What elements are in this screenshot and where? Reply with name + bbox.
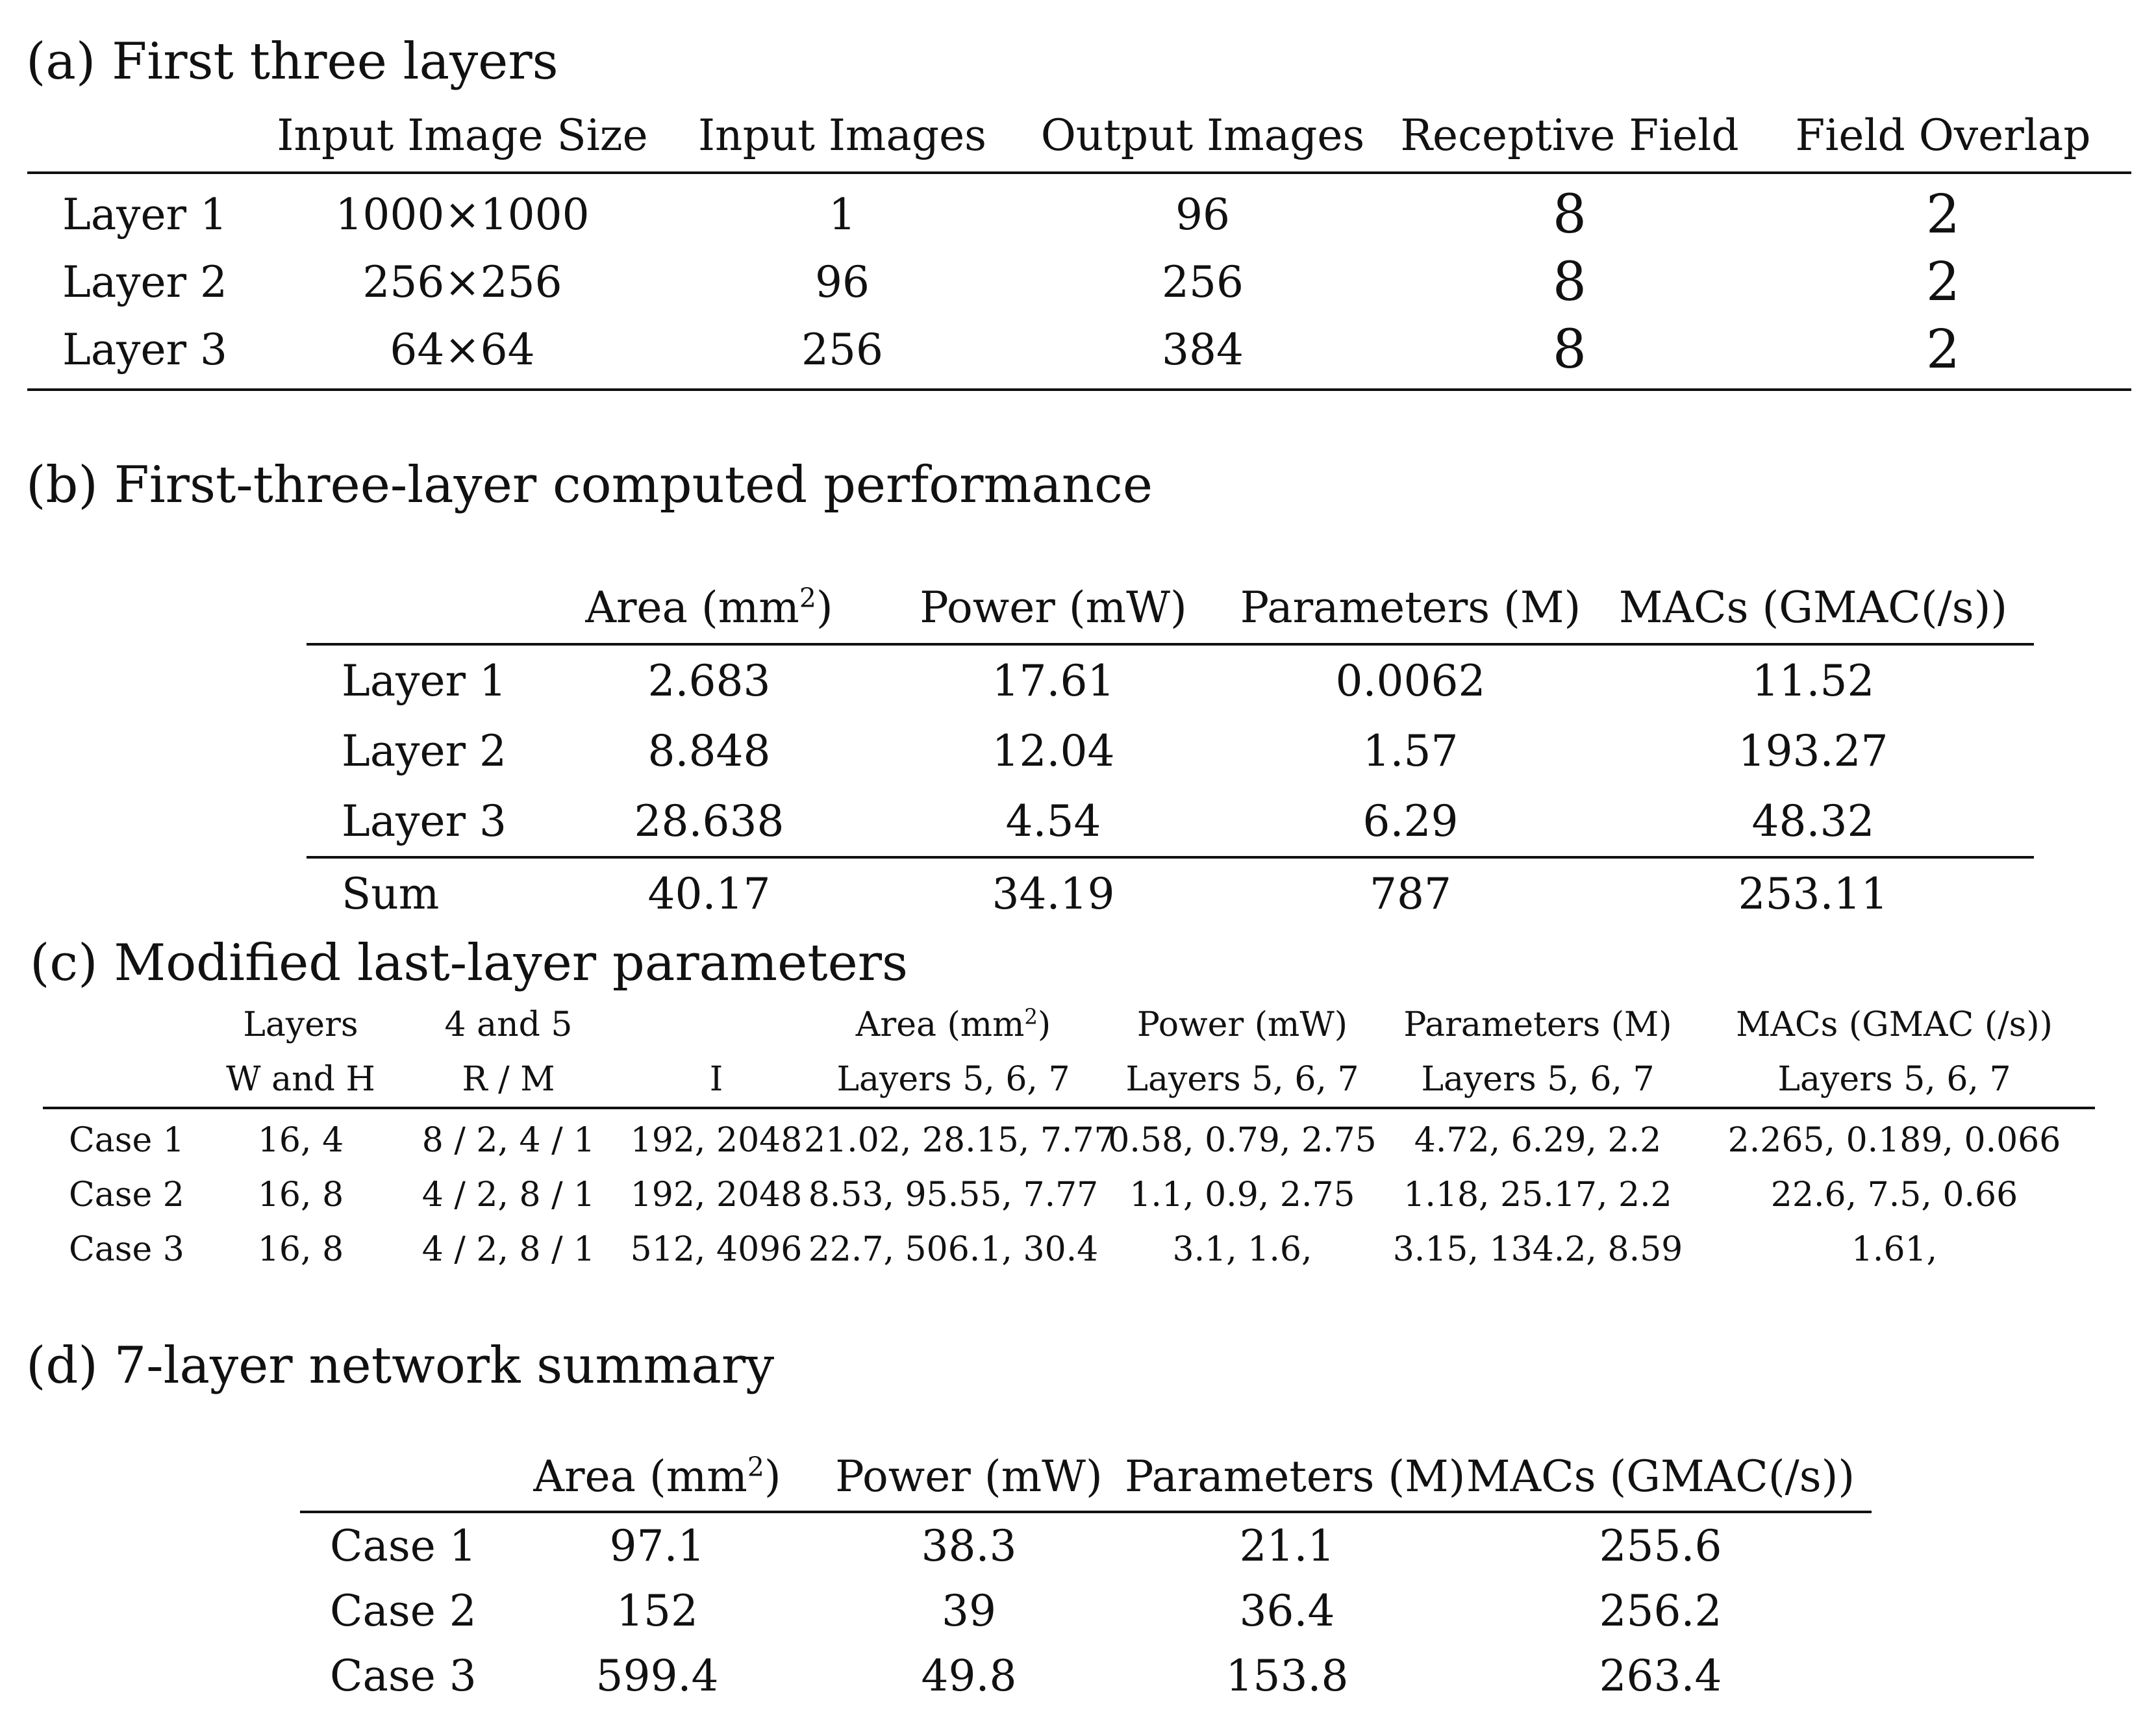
table-row: [27, 173, 2131, 248]
table-cell: 22.7, 506.1, 30.4: [808, 1230, 1099, 1269]
table-cell: 1000×1000: [335, 189, 590, 240]
table-cell: 96: [815, 257, 870, 307]
table-cell: 0.58, 0.79, 2.75: [1108, 1121, 1377, 1160]
sum-row: [307, 857, 2034, 929]
table-cell: 256: [1162, 257, 1244, 307]
table-row: [307, 716, 2034, 786]
table-cell: 2.265, 0.189, 0.066: [1727, 1121, 2061, 1160]
table-cell: 3.1, 1.6,: [1172, 1230, 1312, 1269]
column-header: W and H: [213, 1052, 388, 1108]
table-cell: 3.15, 134.2, 8.59: [1392, 1230, 1683, 1269]
column-header: Layers 5, 6, 7: [804, 1052, 1103, 1108]
table-cell: 12.04: [992, 725, 1115, 776]
column-header: MACs (GMAC(/s)): [1592, 572, 2034, 644]
row-label: Layer 2: [342, 725, 507, 776]
table-row: [300, 1512, 1872, 1578]
table-cell: 1.1, 0.9, 2.75: [1129, 1176, 1355, 1214]
table-cell: 255.6: [1599, 1520, 1722, 1571]
column-header: Layers 5, 6, 7: [1694, 1052, 2095, 1108]
table-cell: 8: [1552, 251, 1587, 313]
table-cell: 4 / 2, 8 / 1: [421, 1230, 595, 1269]
column-header: I: [629, 1052, 804, 1108]
header-text: Area (mm: [855, 1005, 1025, 1044]
column-header: [300, 1442, 501, 1512]
table-cell: 1: [829, 189, 856, 240]
table-cell: 16, 8: [257, 1230, 344, 1269]
column-header: Field Overlap: [1755, 99, 2131, 173]
column-header: [804, 998, 1103, 1052]
network-summary-table: [300, 1442, 1872, 1708]
row-label: Layer 1: [62, 189, 228, 240]
table-cell: 256: [664, 316, 1021, 390]
column-header: Layers: [243, 1005, 358, 1044]
table-row: [27, 248, 2131, 316]
table-row: [43, 1222, 2095, 1277]
table-cell: 1.61,: [1851, 1230, 1938, 1269]
column-header: Parameters (M): [1125, 1442, 1449, 1512]
table-cell: 16, 4: [257, 1121, 344, 1160]
table-cell: 28.638: [540, 786, 878, 857]
table-row: [300, 1643, 1872, 1708]
column-header: Input Images: [664, 99, 1021, 173]
row-label: Sum: [342, 868, 440, 919]
table-cell: 787: [1370, 868, 1451, 919]
column-header: [43, 998, 213, 1052]
row-label: Case 2: [330, 1585, 477, 1636]
table-row: [27, 316, 2131, 390]
row-label: Case 1: [330, 1520, 477, 1571]
table-cell: 64×64: [261, 316, 664, 390]
column-header: Power (mW): [878, 572, 1229, 644]
column-header: Power (mW): [813, 1442, 1125, 1512]
header-text: Area (mm: [533, 1451, 747, 1502]
column-header: Layers 5, 6, 7: [1103, 1052, 1382, 1108]
table-cell: 8.848: [647, 725, 771, 776]
table-cell: 263.4: [1599, 1650, 1722, 1701]
table-cell: 4.54: [878, 786, 1229, 857]
row-label: Case 2: [69, 1176, 184, 1214]
table-cell: 38.3: [921, 1520, 1017, 1571]
column-header: Input Image Size: [261, 99, 664, 173]
row-label: Case 1: [69, 1121, 184, 1160]
header-text: ): [764, 1451, 781, 1502]
header-text: Area (mm: [585, 582, 799, 633]
table-cell: 1.57: [1362, 725, 1459, 776]
table-row: [43, 1168, 2095, 1222]
table-cell: 384: [1021, 316, 1385, 390]
column-header: 4 and 5: [444, 1005, 573, 1044]
table-cell: 34.19: [992, 868, 1115, 919]
table-cell: 256.2: [1599, 1585, 1722, 1636]
table-cell: 6.29: [1229, 786, 1592, 857]
table-cell: 2: [1755, 316, 2131, 390]
table-cell: 0.0062: [1335, 655, 1486, 706]
table-cell: 11.52: [1751, 655, 1875, 706]
table-cell: 48.32: [1592, 786, 2034, 857]
row-label: Layer 3: [27, 316, 261, 390]
table-cell: 39: [942, 1585, 996, 1636]
table-header-row: [43, 998, 2095, 1052]
table-row: [43, 1108, 2095, 1168]
table-header-row: [43, 1052, 2095, 1108]
table-cell: 16, 8: [257, 1176, 344, 1214]
table-cell: 36.4: [1239, 1585, 1335, 1636]
table-cell: 152: [616, 1585, 698, 1636]
section-b-title: (b) First-three-layer computed performance: [26, 456, 1153, 514]
table-cell: 49.8: [921, 1650, 1017, 1701]
table-row: [300, 1578, 1872, 1643]
column-header: MACs (GMAC(/s)): [1449, 1442, 1872, 1512]
table-header-row: [27, 99, 2131, 173]
table-header-row: [300, 1442, 1872, 1512]
table-cell: 17.61: [992, 655, 1115, 706]
column-header: Receptive Field: [1385, 99, 1755, 173]
superscript: 2: [747, 1451, 764, 1483]
column-header: Layers 5, 6, 7: [1382, 1052, 1694, 1108]
table-cell: 97.1: [609, 1520, 705, 1571]
first-three-layers-table: [27, 99, 2131, 391]
row-label: Layer 3: [307, 786, 540, 857]
column-header: MACs (GMAC (/s)): [1736, 1005, 2053, 1044]
column-header: Power (mW): [1136, 1005, 1348, 1044]
table-cell: 4 / 2, 8 / 1: [421, 1176, 595, 1214]
section-c-title: (c) Modified last-layer parameters: [30, 934, 909, 992]
table-cell: 2: [1925, 183, 1961, 245]
header-text: ): [816, 582, 833, 633]
header-text: ): [1037, 1005, 1051, 1044]
last-layer-parameters-table: [43, 998, 2095, 1277]
table-cell: 192, 2048: [630, 1121, 803, 1160]
column-header: [540, 572, 878, 644]
column-header: [43, 1052, 213, 1108]
table-cell: 21.1: [1239, 1520, 1335, 1571]
table-cell: 192, 2048: [630, 1176, 803, 1214]
column-header: Output Images: [1021, 99, 1385, 173]
section-d-title: (d) 7-layer network summary: [26, 1337, 775, 1395]
row-label: Layer 1: [342, 655, 507, 706]
table-cell: 599.4: [595, 1650, 719, 1701]
table-cell: 153.8: [1225, 1650, 1349, 1701]
table-cell: 2: [1925, 251, 1961, 313]
section-a-title: (a) First three layers: [26, 32, 558, 91]
table-cell: 512, 4096: [630, 1230, 803, 1269]
table-row: [307, 644, 2034, 716]
table-cell: 8: [1552, 183, 1587, 245]
table-cell: 8 / 2, 4 / 1: [421, 1121, 595, 1160]
table-cell: 253.11: [1738, 868, 1888, 919]
row-label: Case 3: [330, 1650, 477, 1701]
table-cell: 8: [1385, 316, 1755, 390]
table-cell: 2.683: [647, 655, 771, 706]
column-header: R / M: [388, 1052, 629, 1108]
column-header: [307, 572, 540, 644]
column-header: [629, 998, 804, 1052]
table-cell: 40.17: [647, 868, 771, 919]
table-cell: 96: [1175, 189, 1230, 240]
table-header-row: [307, 572, 2034, 644]
row-label: Case 3: [69, 1230, 184, 1269]
column-header: Parameters (M): [1229, 572, 1592, 644]
column-header: Parameters (M): [1403, 1005, 1672, 1044]
table-cell: 8.53, 95.55, 7.77: [808, 1176, 1099, 1214]
computed-performance-table: [307, 572, 2034, 929]
superscript: 2: [799, 582, 816, 614]
row-label: Layer 2: [62, 257, 228, 307]
table-cell: 4.72, 6.29, 2.2: [1414, 1121, 1662, 1160]
table-cell: 256×256: [362, 257, 562, 307]
table-row: [307, 786, 2034, 857]
column-header: [27, 99, 261, 173]
table-cell: 22.6, 7.5, 0.66: [1770, 1176, 2018, 1214]
table-cell: 193.27: [1738, 725, 1888, 776]
superscript: 2: [1024, 1004, 1038, 1029]
table-cell: 21.02, 28.15, 7.77: [804, 1121, 1116, 1160]
column-header: [501, 1442, 813, 1512]
table-cell: 1.18, 25.17, 2.2: [1403, 1176, 1672, 1214]
